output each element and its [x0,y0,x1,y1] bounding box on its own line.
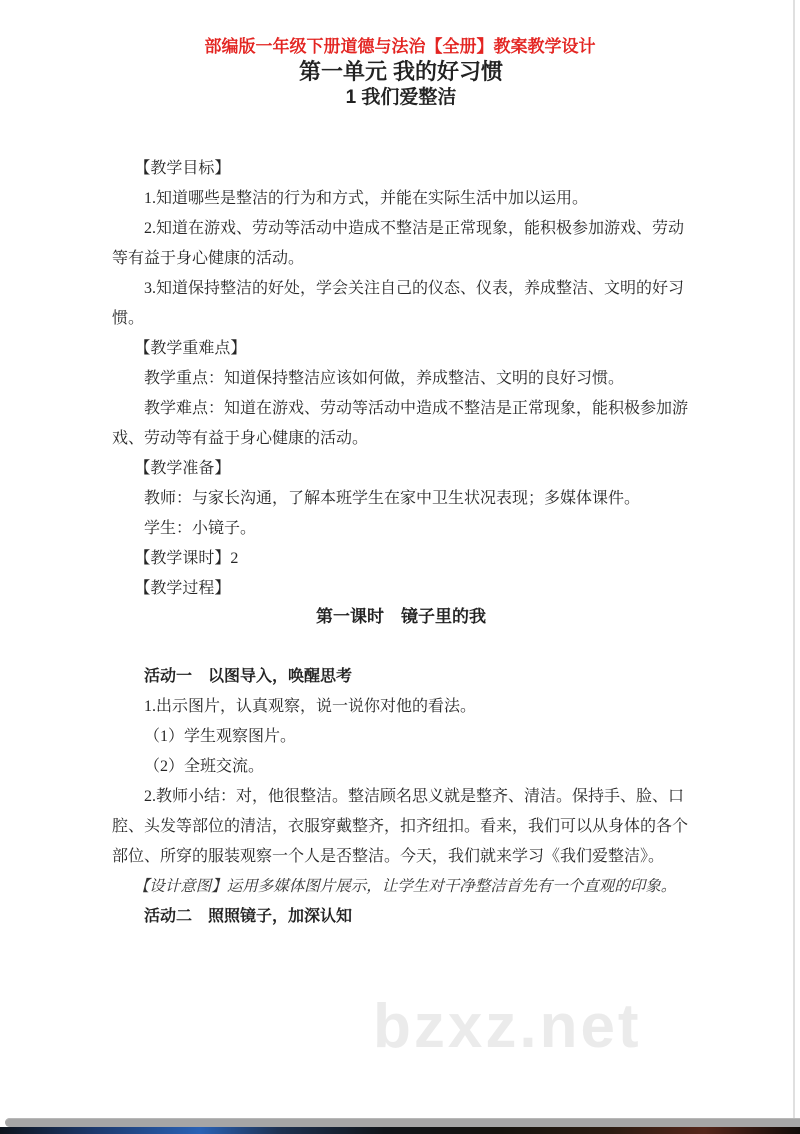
paragraph-ind: 1.知道哪些是整洁的行为和方式，并能在实际生活中加以运用。 [144,190,589,207]
paragraph-design: 【设计意图】运用多媒体图片展示，让学生对干净整洁首先有一个直观的印象。 [133,878,677,895]
paragraph-ind: 2.知道在游戏、劳动等活动中造成不整洁是正常现象，能积极参加游戏、劳动等有益于身心健康的活动。 [112,220,685,267]
paragraph-ind: 1.出示图片，认真观察，说一说你对他的看法。 [144,698,477,715]
paragraph-sec: 【教学过程】 [134,580,231,597]
paragraph-ind: 2.教师小结：对，他很整洁。整洁顾名思义就是整齐、清洁。保持手、脸、口腔、头发等部位的清洁，衣服穿戴整齐，扣齐纽扣。看来，我们可以从身体的各个部位、所穿的服装观察一个人是否整洁。今天，我们就来学习《我们爱整洁》。 [112,788,689,865]
paragraph-period: 第一课时 镜子里的我 [316,607,486,626]
desktop-wallpaper-strip [0,1127,800,1134]
paragraph-sec: 【教学准备】 [134,460,231,477]
paragraph-ind: 教学难点：知道在游戏、劳动等活动中造成不整洁是正常现象，能积极参加游戏、劳动等有益于身心健康的活动。 [112,400,689,447]
paragraph-ind: （1）学生观察图片。 [144,728,297,745]
paragraph-act: 活动一 以图导入，唤醒思考 [144,668,353,685]
paragraph-unit: 第一单元 我的好习惯 [298,59,504,84]
paragraph-sec: 【教学课时】2 [134,550,239,567]
paragraph-lesson: 1 我们爱整洁 [345,87,457,108]
paragraph-sec: 【教学重难点】 [134,340,247,357]
watermark: bzxz.net [373,992,642,1061]
paragraph-ind: 3.知道保持整洁的好处，学会关注自己的仪态、仪表，养成整洁、文明的好习惯。 [112,280,685,327]
document-header-title: 部编版一年级下册道德与法治【全册】教案教学设计 [204,37,596,56]
paragraph-ind: 学生：小镜子。 [144,520,257,537]
paragraph-ind: 教师：与家长沟通，了解本班学生在家中卫生状况表现；多媒体课件。 [144,490,641,507]
paragraph-ind: 教学重点：知道保持整洁应该如何做，养成整洁、文明的良好习惯。 [144,370,625,387]
paragraph-ind: （2）全班交流。 [144,758,265,775]
paragraph-sec: 【教学目标】 [134,160,231,177]
document-body [0,58,800,932]
paragraph-act: 活动二 照照镜子，加深认知 [144,908,353,925]
horizontal-scrollbar[interactable] [5,1118,800,1127]
